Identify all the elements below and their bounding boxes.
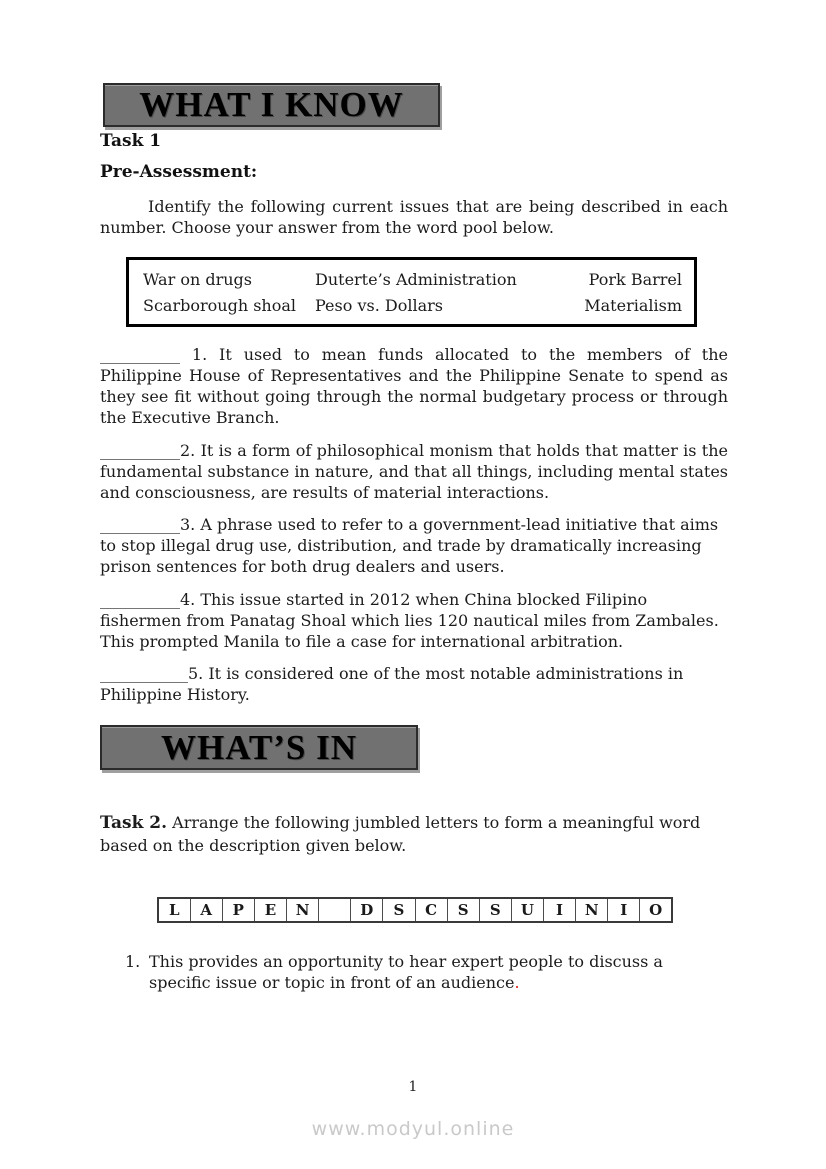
task2-label: Task 2.	[100, 813, 168, 833]
item-text	[149, 951, 679, 993]
item-number: 1.	[125, 952, 141, 971]
letter-cell: O	[640, 898, 672, 922]
section-header-whats-in	[100, 725, 418, 770]
pre-assessment-label: Pre-Assessment:	[100, 162, 258, 182]
task2-instructions	[100, 812, 712, 856]
question-1: __________ 1. It used to mean funds allocated to the members of the Philippine House of Representatives and the Philippine Senate to spend as they see fit without going through the normal budgetary process or through the Executive Branch.	[100, 345, 728, 427]
pre-assessment-instructions: Identify the following current issues that are being described in each number. Choose your answer from the word pool below.	[100, 197, 728, 237]
task2-item-1	[125, 951, 681, 993]
letter-cell: S	[447, 898, 479, 922]
letter-cell: S	[479, 898, 511, 922]
section-header-what-i-know	[103, 83, 440, 127]
task2-instructions-text: Arrange the following jumbled letters to form a meaningful word based on the description given below.	[100, 813, 701, 855]
item-text-red-period: .	[514, 973, 520, 992]
jumbled-letters-table	[157, 897, 673, 923]
word-pool-item-scarborough-shoal: Scarborough shoal	[143, 295, 297, 315]
letter-cell: U	[511, 898, 543, 922]
section-header-whats-in-label: WHAT’S IN	[160, 727, 357, 767]
word-pool-item-war-on-drugs: War on drugs	[143, 269, 252, 289]
question-3: __________3. A phrase used to refer to a government-lead initiative that aims to stop illegal drug use, distribution, and trade by dramatically increasing prison sentences for both drug dealers and users.	[100, 515, 719, 576]
item-text-body: This provides an opportunity to hear expert people to discuss a specific issue or topic in front of an audience	[149, 952, 663, 992]
letter-cell: L	[158, 898, 190, 922]
word-pool-item-dutertes-administration: Duterte’s Administration	[315, 269, 517, 289]
letter-cell-blank	[319, 898, 351, 922]
word-pool-box	[126, 257, 697, 327]
letter-cell: C	[415, 898, 447, 922]
letter-cell: N	[287, 898, 319, 922]
task1-label: Task 1	[100, 131, 162, 151]
word-pool-item-materialism: Materialism	[584, 295, 682, 315]
word-pool-item-peso-vs-dollars: Peso vs. Dollars	[315, 295, 443, 315]
section-header-what-i-know-label: WHAT I KNOW	[139, 85, 404, 124]
letter-cell: S	[383, 898, 415, 922]
letter-cell: I	[544, 898, 576, 922]
letter-cell: D	[351, 898, 383, 922]
letter-cell: I	[608, 898, 640, 922]
jumbled-letters-row	[158, 898, 672, 922]
letter-cell: E	[254, 898, 286, 922]
letter-cell: A	[190, 898, 222, 922]
watermark: www.modyul.online	[311, 1118, 515, 1140]
page-number: 1	[408, 1079, 418, 1095]
letter-cell: P	[222, 898, 254, 922]
letter-cell: N	[576, 898, 608, 922]
question-4: __________4. This issue started in 2012 when China blocked Filipino fishermen from Panatag Shoal which lies 120 nautical miles from Zambales. This prompted Manila to file a case for international arbitration.	[100, 590, 719, 651]
word-pool-item-pork-barrel: Pork Barrel	[588, 269, 682, 289]
question-5: ___________5. It is considered one of the most notable administrations in Philippine History.	[100, 664, 684, 704]
question-2: __________2. It is a form of philosophical monism that holds that matter is the fundamental substance in nature, and that all things, including mental states and consciousness, are results of material interactions.	[100, 441, 728, 502]
